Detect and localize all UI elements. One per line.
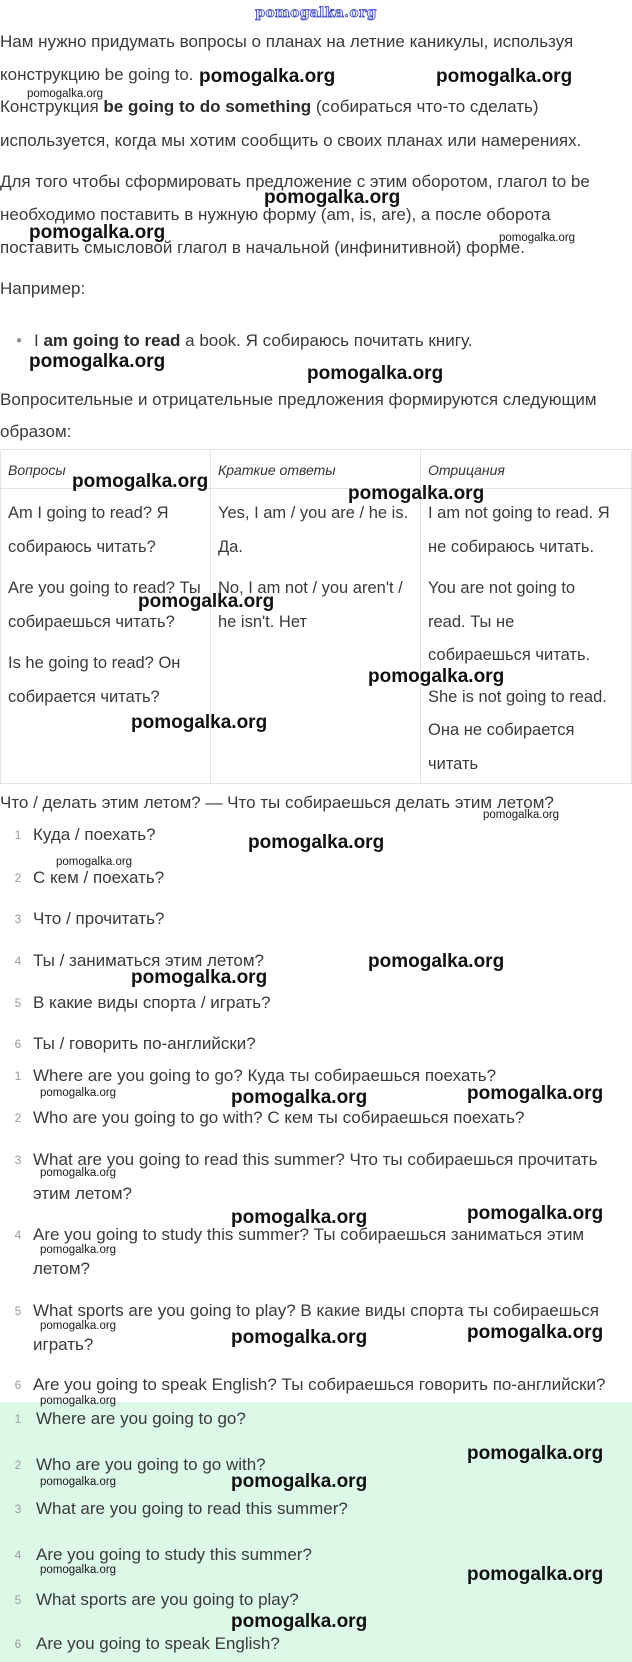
watermark: pomogalka.org bbox=[231, 1471, 368, 1492]
answer-item bbox=[0, 1545, 632, 1565]
prompt-text: Ты / заниматься этим летом? bbox=[33, 951, 264, 970]
watermark: pomogalka.org bbox=[467, 1322, 604, 1343]
translation-item bbox=[0, 1375, 632, 1395]
bullet-dot-icon: ● bbox=[16, 335, 23, 346]
watermark-small: pomogalka.org bbox=[40, 1476, 117, 1488]
example-label: Например: bbox=[0, 279, 86, 298]
table-cell-line: Yes, I am / you are / he is. bbox=[218, 504, 409, 522]
prompt-text: С кем / поехать? bbox=[33, 868, 165, 887]
prompt-number: 5 bbox=[14, 996, 22, 1010]
translation-text: Who are you going to go with? С кем ты собираешься поехать? bbox=[33, 1108, 525, 1127]
table-cell-line: Are you going to read? Ты bbox=[8, 579, 201, 597]
watermark: pomogalka.org bbox=[231, 1087, 368, 1108]
table-cell-line: собираюсь читать? bbox=[8, 538, 156, 556]
table-cell-line: собирается читать? bbox=[8, 688, 160, 706]
table-cell-line: читать bbox=[428, 755, 479, 773]
construction-highlight: be going to do something bbox=[103, 97, 312, 116]
table-cell-line: She is not going to read. bbox=[428, 688, 607, 706]
table-cell-line: Is he going to read? Он bbox=[8, 654, 181, 672]
prompt-number: 1 bbox=[14, 828, 22, 842]
table-cell-line: I am not going to read. Я bbox=[428, 504, 610, 522]
watermark: pomogalka.org bbox=[29, 222, 166, 243]
intro-text-line: конструкцию be going to. bbox=[0, 65, 194, 84]
example-text: I bbox=[34, 331, 44, 350]
prompt-item bbox=[0, 909, 632, 929]
answer-text: What sports are you going to play? bbox=[36, 1590, 299, 1609]
task-example: Что / делать этим летом? — Что ты собираешься делать этим летом? bbox=[0, 793, 554, 812]
watermark-small: pomogalka.org bbox=[499, 232, 576, 244]
table-header-short-answers: Краткие ответы bbox=[218, 462, 336, 478]
translation-text: играть? bbox=[33, 1335, 94, 1354]
prompt-text: Куда / поехать? bbox=[33, 825, 156, 844]
watermark: pomogalka.org bbox=[467, 1564, 604, 1585]
translation-text: Are you going to speak English? Ты собираешься говорить по-английски? bbox=[33, 1375, 606, 1394]
answer-number: 1 bbox=[14, 1412, 22, 1426]
translation-text: Where are you going to go? Куда ты собираешься поехать? bbox=[33, 1066, 497, 1085]
table-header-questions: Вопросы bbox=[8, 462, 66, 478]
construction-text: Конструкция bbox=[0, 97, 104, 116]
intro-text-line: Нам нужно придумать вопросы о планах на летние каникулы, используя bbox=[0, 32, 574, 51]
example-sentence bbox=[34, 331, 472, 351]
watermark: pomogalka.org bbox=[467, 1203, 604, 1224]
table-cell-line: Am I going to read? Я bbox=[8, 504, 169, 522]
answer-text: Are you going to speak English? bbox=[36, 1634, 280, 1653]
translation-text: What are you going to read this summer? Что ты собираешься прочитать bbox=[33, 1150, 598, 1169]
example-text: a book. Я собираюсь почитать книгу. bbox=[180, 331, 473, 350]
answer-item bbox=[0, 1634, 632, 1654]
watermark-small: pomogalka.org bbox=[40, 1320, 117, 1332]
watermark: pomogalka.org bbox=[467, 1083, 604, 1104]
prompt-number: 4 bbox=[14, 954, 22, 968]
site-logo: pomogalka.org bbox=[255, 5, 377, 21]
watermark-small: pomogalka.org bbox=[483, 809, 560, 821]
answer-item bbox=[0, 1499, 632, 1519]
watermark: pomogalka.org bbox=[307, 363, 444, 384]
prompt-text: В какие виды спорта / играть? bbox=[33, 993, 271, 1012]
watermark: pomogalka.org bbox=[467, 1443, 604, 1464]
prompt-item bbox=[0, 1034, 632, 1054]
watermark-small: pomogalka.org bbox=[56, 856, 133, 868]
translation-text: этим летом? bbox=[33, 1184, 132, 1203]
rule-text-line: поставить смысловой глагол в начальной (инфинитивной) форме. bbox=[0, 238, 525, 257]
answer-text: Who are you going to go with? bbox=[36, 1455, 266, 1474]
translation-item bbox=[0, 1108, 632, 1128]
grammar-table bbox=[0, 449, 632, 784]
translation-text: What sports are you going to play? В какие виды спорта ты собираешься bbox=[33, 1301, 599, 1320]
prompt-item bbox=[0, 993, 632, 1013]
watermark: pomogalka.org bbox=[29, 351, 166, 372]
rule-text-line: необходимо поставить в нужную форму (am, is, are), а после оборота bbox=[0, 205, 551, 224]
table-header-negations: Отрицания bbox=[428, 462, 505, 478]
prompt-number: 6 bbox=[14, 1037, 22, 1051]
table-cell-line: he isn't. Нет bbox=[218, 613, 308, 631]
watermark: pomogalka.org bbox=[231, 1207, 368, 1228]
watermark: pomogalka.org bbox=[368, 666, 505, 687]
prompt-text: Что / прочитать? bbox=[33, 909, 165, 928]
watermark-small: pomogalka.org bbox=[40, 1087, 117, 1099]
translation-number: 4 bbox=[14, 1228, 22, 1242]
translation-number: 3 bbox=[14, 1153, 22, 1167]
rule-text-line: Для того чтобы сформировать предложение с этим оборотом, глагол to be bbox=[0, 172, 590, 191]
prompt-number: 3 bbox=[14, 912, 22, 926]
answer-number: 4 bbox=[14, 1548, 22, 1562]
watermark: pomogalka.org bbox=[231, 1611, 368, 1632]
answer-text: Are you going to study this summer? bbox=[36, 1545, 312, 1564]
watermark: pomogalka.org bbox=[248, 832, 385, 853]
watermark: pomogalka.org bbox=[131, 712, 268, 733]
construction-text: (собираться что-то сделать) bbox=[311, 97, 539, 116]
watermark-small: pomogalka.org bbox=[40, 1244, 117, 1256]
watermark-small: pomogalka.org bbox=[40, 1395, 117, 1407]
table-cell-line: Она не собирается bbox=[428, 721, 575, 739]
translation-text: летом? bbox=[33, 1259, 91, 1278]
construction-line: используется, когда мы хотим сообщить о своих планах или намерениях. bbox=[0, 131, 582, 150]
watermark: pomogalka.org bbox=[368, 951, 505, 972]
watermark: pomogalka.org bbox=[131, 967, 268, 988]
watermark: pomogalka.org bbox=[72, 471, 209, 492]
table-cell-line: не собираюсь читать. bbox=[428, 538, 595, 556]
answer-item bbox=[0, 1409, 632, 1429]
table-intro-line: Вопросительные и отрицательные предложения формируются следующим bbox=[0, 390, 597, 409]
answer-text: What are you going to read this summer? bbox=[36, 1499, 348, 1518]
watermark-small: pomogalka.org bbox=[40, 1564, 117, 1576]
watermark: pomogalka.org bbox=[138, 591, 275, 612]
table-cell-line: You are not going to bbox=[428, 579, 576, 597]
watermark: pomogalka.org bbox=[348, 483, 485, 504]
prompt-item bbox=[0, 868, 632, 888]
translation-number: 1 bbox=[14, 1069, 22, 1083]
watermark: pomogalka.org bbox=[264, 187, 401, 208]
watermark-small: pomogalka.org bbox=[27, 88, 104, 100]
table-cell-line: собираешься читать? bbox=[8, 613, 175, 631]
translation-number: 6 bbox=[14, 1378, 22, 1392]
translation-number: 2 bbox=[14, 1111, 22, 1125]
prompt-text: Ты / говорить по-английски? bbox=[33, 1034, 256, 1053]
watermark-small: pomogalka.org bbox=[40, 1167, 117, 1179]
translation-number: 5 bbox=[14, 1304, 22, 1318]
translation-text: Are you going to study this summer? Ты собираешься заниматься этим bbox=[33, 1225, 585, 1244]
table-cell-line: No, I am not / you aren't / bbox=[218, 579, 403, 597]
answer-number: 5 bbox=[14, 1593, 22, 1607]
prompt-number: 2 bbox=[14, 871, 22, 885]
table-intro-line: образом: bbox=[0, 422, 72, 441]
table-cell-line: собираешься читать. bbox=[428, 646, 591, 664]
example-highlight: am going to read bbox=[43, 331, 181, 350]
watermark: pomogalka.org bbox=[231, 1327, 368, 1348]
watermark: pomogalka.org bbox=[199, 66, 336, 87]
prompt-item bbox=[0, 951, 632, 971]
answer-text: Where are you going to go? bbox=[36, 1409, 246, 1428]
table-cell-line: Да. bbox=[218, 538, 243, 556]
watermark: pomogalka.org bbox=[436, 66, 573, 87]
answer-item bbox=[0, 1590, 632, 1610]
answer-number: 3 bbox=[14, 1502, 22, 1516]
table-cell-line: read. Ты не bbox=[428, 613, 515, 631]
answer-number: 6 bbox=[14, 1637, 22, 1651]
answer-number: 2 bbox=[14, 1458, 22, 1472]
